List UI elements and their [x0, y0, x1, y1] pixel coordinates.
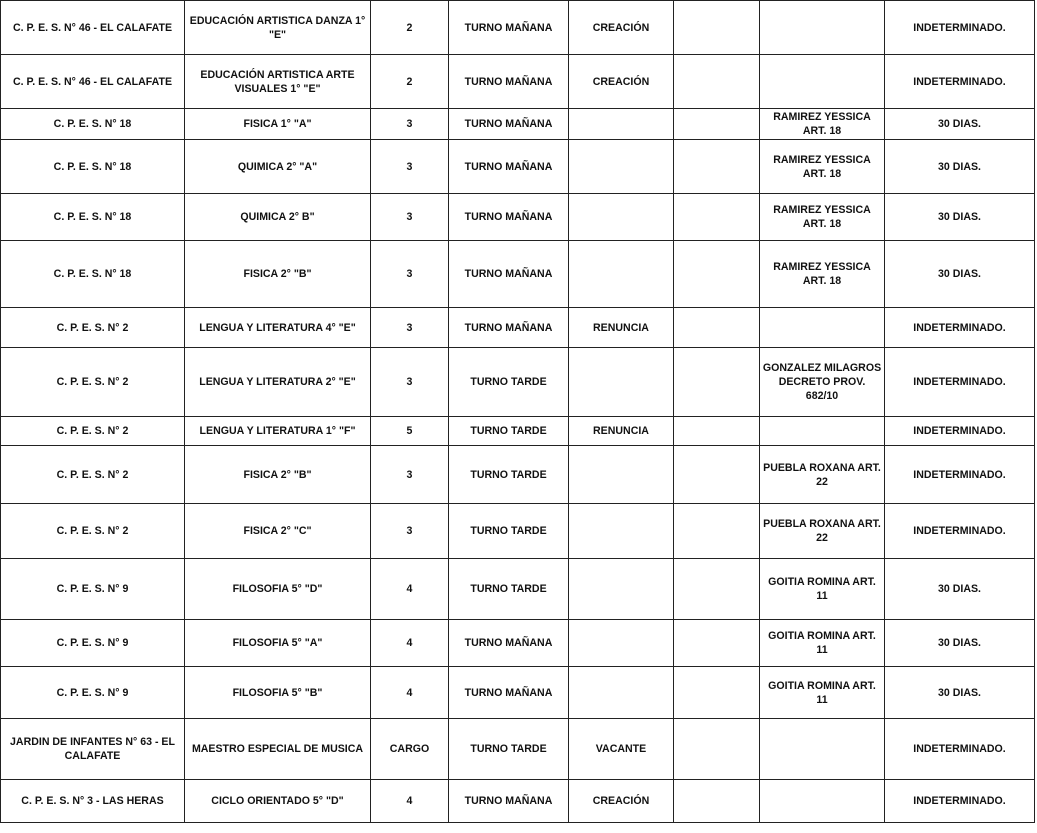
school-cell: C. P. E. S. N° 9: [1, 559, 185, 620]
cause-cell: [569, 504, 674, 559]
blank-cell: [674, 1, 760, 55]
school-cell: C. P. E. S. N° 18: [1, 140, 185, 194]
school-cell: JARDIN DE INFANTES N° 63 - EL CALAFATE: [1, 719, 185, 780]
hours-cell: 4: [371, 667, 449, 719]
table-row: [1, 1, 1035, 55]
cause-cell: CREACIÓN: [569, 55, 674, 109]
cause-cell: [569, 348, 674, 417]
duration-cell: 30 DIAS.: [885, 667, 1035, 719]
hours-cell: 2: [371, 1, 449, 55]
blank-cell: [674, 504, 760, 559]
subject-cell: FISICA 2° "B": [185, 241, 371, 308]
hours-cell: 4: [371, 620, 449, 667]
table-row: [1, 504, 1035, 559]
table-row: [1, 719, 1035, 780]
subject-cell: EDUCACIÓN ARTISTICA ARTE VISUALES 1° "E": [185, 55, 371, 109]
hours-cell: 3: [371, 504, 449, 559]
hours-cell: 3: [371, 194, 449, 241]
cause-cell: VACANTE: [569, 719, 674, 780]
shift-cell: TURNO MAÑANA: [449, 55, 569, 109]
school-cell: C. P. E. S. N° 9: [1, 620, 185, 667]
duration-cell: INDETERMINADO.: [885, 780, 1035, 823]
hours-cell: 5: [371, 417, 449, 446]
replacement-cell: RAMIREZ YESSICA ART. 18: [760, 241, 885, 308]
school-cell: C. P. E. S. N° 2: [1, 308, 185, 348]
shift-cell: TURNO TARDE: [449, 348, 569, 417]
school-cell: C. P. E. S. N° 18: [1, 194, 185, 241]
shift-cell: TURNO MAÑANA: [449, 194, 569, 241]
blank-cell: [674, 194, 760, 241]
shift-cell: TURNO TARDE: [449, 559, 569, 620]
replacement-cell: GOITIA ROMINA ART. 11: [760, 620, 885, 667]
shift-cell: TURNO MAÑANA: [449, 308, 569, 348]
replacement-cell: [760, 719, 885, 780]
shift-cell: TURNO MAÑANA: [449, 620, 569, 667]
replacement-cell: [760, 308, 885, 348]
table-row: [1, 308, 1035, 348]
replacement-cell: [760, 1, 885, 55]
table-body: [1, 1, 1035, 823]
cause-cell: [569, 194, 674, 241]
shift-cell: TURNO TARDE: [449, 504, 569, 559]
table-row: [1, 780, 1035, 823]
subject-cell: LENGUA Y LITERATURA 2° "E": [185, 348, 371, 417]
subject-cell: FILOSOFIA 5° "D": [185, 559, 371, 620]
school-cell: C. P. E. S. N° 2: [1, 417, 185, 446]
replacement-cell: RAMIREZ YESSICA ART. 18: [760, 109, 885, 140]
hours-cell: 4: [371, 780, 449, 823]
shift-cell: TURNO TARDE: [449, 417, 569, 446]
hours-cell: 3: [371, 140, 449, 194]
cause-cell: RENUNCIA: [569, 417, 674, 446]
table-row: [1, 109, 1035, 140]
shift-cell: TURNO TARDE: [449, 719, 569, 780]
subject-cell: FISICA 2° "C": [185, 504, 371, 559]
subject-cell: QUIMICA 2° "A": [185, 140, 371, 194]
cause-cell: [569, 109, 674, 140]
blank-cell: [674, 308, 760, 348]
cause-cell: [569, 667, 674, 719]
replacement-cell: PUEBLA ROXANA ART. 22: [760, 504, 885, 559]
hours-cell: 3: [371, 109, 449, 140]
shift-cell: TURNO TARDE: [449, 446, 569, 504]
blank-cell: [674, 417, 760, 446]
cause-cell: RENUNCIA: [569, 308, 674, 348]
table-row: [1, 667, 1035, 719]
replacement-cell: GOITIA ROMINA ART. 11: [760, 559, 885, 620]
blank-cell: [674, 109, 760, 140]
school-cell: C. P. E. S. N° 46 - EL CALAFATE: [1, 55, 185, 109]
subject-cell: EDUCACIÓN ARTISTICA DANZA 1° "E": [185, 1, 371, 55]
duration-cell: INDETERMINADO.: [885, 719, 1035, 780]
cause-cell: [569, 620, 674, 667]
replacement-cell: PUEBLA ROXANA ART. 22: [760, 446, 885, 504]
school-cell: C. P. E. S. N° 18: [1, 109, 185, 140]
table-row: [1, 55, 1035, 109]
blank-cell: [674, 241, 760, 308]
school-cell: C. P. E. S. N° 9: [1, 667, 185, 719]
hours-cell: 3: [371, 241, 449, 308]
table-row: [1, 446, 1035, 504]
blank-cell: [674, 55, 760, 109]
school-cell: C. P. E. S. N° 2: [1, 446, 185, 504]
duration-cell: INDETERMINADO.: [885, 446, 1035, 504]
blank-cell: [674, 667, 760, 719]
duration-cell: 30 DIAS.: [885, 194, 1035, 241]
blank-cell: [674, 140, 760, 194]
subject-cell: QUIMICA 2° B": [185, 194, 371, 241]
cause-cell: [569, 140, 674, 194]
table-row: [1, 348, 1035, 417]
subject-cell: FISICA 2° "B": [185, 446, 371, 504]
shift-cell: TURNO MAÑANA: [449, 109, 569, 140]
duration-cell: 30 DIAS.: [885, 620, 1035, 667]
school-cell: C. P. E. S. N° 46 - EL CALAFATE: [1, 1, 185, 55]
blank-cell: [674, 446, 760, 504]
duration-cell: INDETERMINADO.: [885, 348, 1035, 417]
hours-cell: 3: [371, 446, 449, 504]
school-cell: C. P. E. S. N° 3 - LAS HERAS: [1, 780, 185, 823]
replacement-cell: [760, 780, 885, 823]
hours-cell: 3: [371, 308, 449, 348]
duration-cell: INDETERMINADO.: [885, 504, 1035, 559]
blank-cell: [674, 719, 760, 780]
cause-cell: CREACIÓN: [569, 780, 674, 823]
shift-cell: TURNO MAÑANA: [449, 241, 569, 308]
school-cell: C. P. E. S. N° 18: [1, 241, 185, 308]
cause-cell: [569, 241, 674, 308]
duration-cell: 30 DIAS.: [885, 241, 1035, 308]
cause-cell: CREACIÓN: [569, 1, 674, 55]
subject-cell: FILOSOFIA 5° "A": [185, 620, 371, 667]
table-row: [1, 620, 1035, 667]
school-cell: C. P. E. S. N° 2: [1, 504, 185, 559]
subject-cell: FISICA 1° "A": [185, 109, 371, 140]
table-row: [1, 417, 1035, 446]
subject-cell: LENGUA Y LITERATURA 4° "E": [185, 308, 371, 348]
hours-cell: 2: [371, 55, 449, 109]
school-cell: C. P. E. S. N° 2: [1, 348, 185, 417]
shift-cell: TURNO MAÑANA: [449, 140, 569, 194]
duration-cell: INDETERMINADO.: [885, 417, 1035, 446]
shift-cell: TURNO MAÑANA: [449, 780, 569, 823]
duration-cell: 30 DIAS.: [885, 559, 1035, 620]
shift-cell: TURNO MAÑANA: [449, 1, 569, 55]
subject-cell: MAESTRO ESPECIAL DE MUSICA: [185, 719, 371, 780]
cause-cell: [569, 559, 674, 620]
blank-cell: [674, 348, 760, 417]
hours-cell: 3: [371, 348, 449, 417]
duration-cell: 30 DIAS.: [885, 140, 1035, 194]
duration-cell: INDETERMINADO.: [885, 55, 1035, 109]
cause-cell: [569, 446, 674, 504]
hours-cell: 4: [371, 559, 449, 620]
duration-cell: INDETERMINADO.: [885, 1, 1035, 55]
replacement-cell: RAMIREZ YESSICA ART. 18: [760, 194, 885, 241]
table-row: [1, 140, 1035, 194]
hours-cell: CARGO: [371, 719, 449, 780]
blank-cell: [674, 780, 760, 823]
table-row: [1, 559, 1035, 620]
duration-cell: INDETERMINADO.: [885, 308, 1035, 348]
replacement-cell: [760, 417, 885, 446]
duration-cell: 30 DIAS.: [885, 109, 1035, 140]
table-row: [1, 194, 1035, 241]
blank-cell: [674, 620, 760, 667]
table-row: [1, 241, 1035, 308]
subject-cell: FILOSOFIA 5° "B": [185, 667, 371, 719]
subject-cell: CICLO ORIENTADO 5° "D": [185, 780, 371, 823]
replacement-cell: GONZALEZ MILAGROS DECRETO PROV. 682/10: [760, 348, 885, 417]
subject-cell: LENGUA Y LITERATURA 1° "F": [185, 417, 371, 446]
replacement-cell: [760, 55, 885, 109]
replacement-cell: RAMIREZ YESSICA ART. 18: [760, 140, 885, 194]
replacement-cell: GOITIA ROMINA ART. 11: [760, 667, 885, 719]
blank-cell: [674, 559, 760, 620]
shift-cell: TURNO MAÑANA: [449, 667, 569, 719]
